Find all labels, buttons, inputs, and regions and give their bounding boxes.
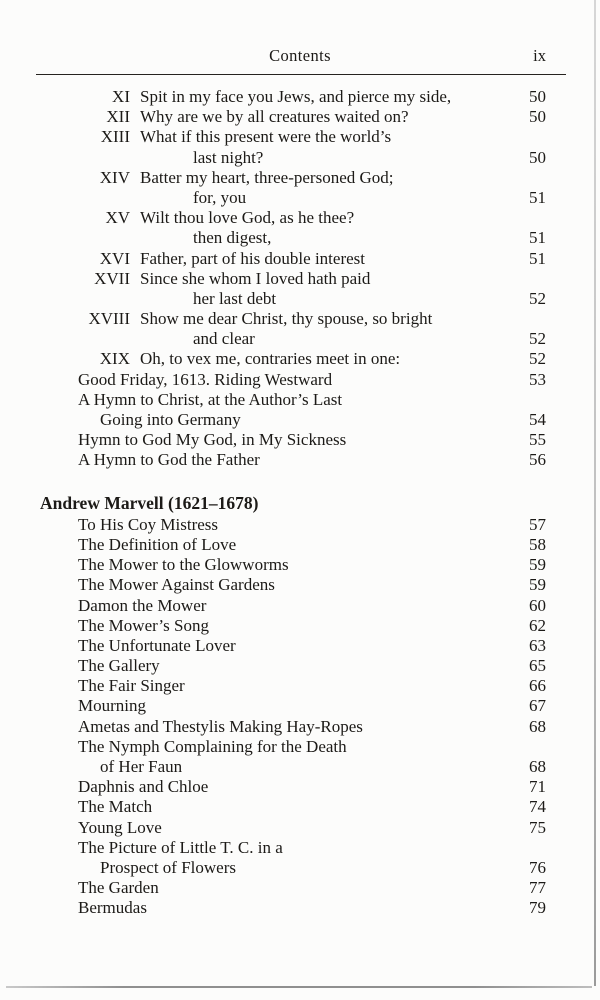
- entry-page-number: 51: [529, 248, 546, 268]
- entry-page-number: 50: [529, 107, 546, 127]
- toc-row: [40, 696, 546, 716]
- toc-row: [40, 450, 546, 470]
- entry-page-number: 52: [529, 288, 546, 308]
- sonnet-numeral: XI: [112, 87, 130, 106]
- entry-page-number: 60: [529, 595, 546, 615]
- toc-row: [40, 148, 546, 168]
- toc-row: [40, 390, 546, 410]
- entry-title: The Picture of Little T. C. in a: [78, 837, 283, 857]
- entry-page-number: 74: [529, 797, 546, 817]
- entry-page-number: 59: [529, 575, 546, 595]
- entry-page-number: 71: [529, 777, 546, 797]
- toc-row: [40, 818, 546, 838]
- toc-row: [40, 228, 546, 248]
- toc-row: [40, 87, 546, 107]
- entry-page-number: 51: [529, 228, 546, 248]
- entry-title: A Hymn to Christ, at the Author’s Last: [78, 389, 343, 409]
- entry-page-number: 79: [529, 898, 546, 918]
- entry-title: then digest,: [193, 228, 272, 248]
- entry-title: Hymn to God My God, in My Sickness: [78, 430, 347, 450]
- toc-row: [40, 797, 546, 817]
- toc-row: [40, 269, 546, 289]
- entry-page-number: 56: [529, 450, 546, 470]
- entry-title: Daphnis and Chloe: [78, 777, 209, 797]
- entry-title: The Mower Against Gardens: [78, 575, 275, 595]
- entry-title: Good Friday, 1613. Riding Westward: [78, 369, 333, 389]
- toc-row: [40, 636, 546, 656]
- entry-title: The Nymph Complaining for the Death: [78, 736, 347, 756]
- toc-row: [40, 858, 546, 878]
- entry-title: The Gallery: [78, 656, 160, 676]
- entry-title: Young Love: [78, 817, 162, 837]
- toc-row: [40, 878, 546, 898]
- entry-title: Wilt thou love God, as he thee?: [140, 208, 355, 228]
- entry-page-number: 62: [529, 615, 546, 635]
- entry-title: Why are we by all creatures waited on?: [140, 107, 409, 127]
- toc-row: [40, 249, 546, 269]
- toc-row: [40, 515, 546, 535]
- entry-title: Oh, to vex me, contraries meet in one:: [140, 349, 401, 369]
- toc-row: [40, 838, 546, 858]
- toc-row: [40, 757, 546, 777]
- entry-title: The Fair Singer: [78, 676, 185, 696]
- toc-row: [40, 329, 546, 349]
- entry-title: The Match: [78, 797, 153, 817]
- toc-row: [40, 289, 546, 309]
- entry-page-number: 66: [529, 676, 546, 696]
- entry-title: What if this present were the world’s: [140, 127, 392, 147]
- entry-title: Bermudas: [78, 898, 147, 918]
- entry-title: Prospect of Flowers: [100, 857, 236, 877]
- toc-row: [40, 898, 546, 918]
- toc-row: [40, 208, 546, 228]
- entry-page-number: 52: [529, 349, 546, 369]
- toc-row: [40, 737, 546, 757]
- entry-title: The Unfortunate Lover: [78, 635, 236, 655]
- folio-page-number: ix: [533, 46, 546, 65]
- toc-row: [40, 188, 546, 208]
- toc-row: [40, 777, 546, 797]
- sonnet-numeral: XV: [105, 208, 130, 228]
- entry-page-number: 53: [529, 369, 546, 389]
- toc-row: [40, 616, 546, 636]
- entry-page-number: 68: [529, 757, 546, 777]
- entry-page-number: 51: [529, 187, 546, 207]
- scan-edge-right: [594, 0, 596, 986]
- entry-title: To His Coy Mistress: [78, 514, 219, 534]
- toc-row: [40, 349, 546, 369]
- sonnet-numeral: XIII: [100, 127, 130, 147]
- entry-title: of Her Faun: [100, 757, 183, 777]
- toc-row: [40, 107, 546, 127]
- running-header: [0, 0, 600, 66]
- entry-page-number: 65: [529, 656, 546, 676]
- entry-title: and clear: [193, 329, 255, 349]
- sonnet-numeral: XVIII: [88, 309, 130, 329]
- entry-page-number: 57: [529, 514, 546, 534]
- entry-title: The Mower’s Song: [78, 615, 209, 635]
- entry-title: Batter my heart, three-personed God;: [140, 167, 394, 187]
- entry-page-number: 75: [529, 817, 546, 837]
- entry-page-number: 77: [529, 878, 546, 898]
- entry-title: for, you: [193, 187, 247, 207]
- entry-page-number: 68: [529, 716, 546, 736]
- toc-row: [40, 555, 546, 575]
- entry-title: Mourning: [78, 696, 146, 716]
- entry-page-number: 76: [529, 857, 546, 877]
- entry-title: Since she whom I loved hath paid: [140, 268, 371, 288]
- sonnet-numeral: XII: [106, 107, 130, 127]
- entry-title: Damon the Mower: [78, 595, 207, 615]
- toc-row: [40, 370, 546, 390]
- sonnet-numeral: XIX: [99, 349, 130, 369]
- toc-row: [40, 596, 546, 616]
- entry-title: The Garden: [78, 878, 159, 898]
- toc-body: [0, 75, 600, 919]
- toc-row: [40, 535, 546, 555]
- toc-row: [40, 127, 546, 147]
- toc-row: [40, 309, 546, 329]
- toc-row: [40, 430, 546, 450]
- entry-title: Show me dear Christ, thy spouse, so bright: [140, 309, 433, 329]
- entry-title: Going into Germany: [100, 410, 241, 429]
- entry-title: Ametas and Thestylis Making Hay-Ropes: [78, 716, 363, 736]
- entry-title: her last debt: [193, 288, 277, 308]
- entry-title: Father, part of his double interest: [140, 248, 365, 268]
- toc-row: [40, 717, 546, 737]
- entry-title: The Definition of Love: [78, 534, 237, 554]
- section-heading: Andrew Marvell (1621–1678): [40, 492, 259, 513]
- toc-row: [40, 676, 546, 696]
- entry-page-number: 63: [529, 635, 546, 655]
- entry-page-number: 50: [529, 147, 546, 167]
- toc-row: [40, 410, 546, 430]
- entry-page-number: 59: [529, 555, 546, 575]
- page-title: Contents: [269, 46, 331, 65]
- sonnet-numeral: XVII: [94, 268, 130, 288]
- scan-edge-bottom: [6, 986, 592, 988]
- entry-title: The Mower to the Glowworms: [78, 555, 289, 575]
- entry-page-number: 52: [529, 329, 546, 349]
- entry-title: Spit in my face you Jews, and pierce my side,: [140, 87, 452, 106]
- entry-page-number: 54: [529, 410, 546, 429]
- entry-page-number: 50: [529, 87, 546, 106]
- sonnet-numeral: XIV: [99, 167, 130, 187]
- toc-row: [40, 168, 546, 188]
- entry-title: A Hymn to God the Father: [78, 450, 260, 470]
- entry-page-number: 55: [529, 430, 546, 450]
- sonnet-numeral: XVI: [99, 248, 130, 268]
- entry-title: last night?: [193, 147, 264, 167]
- toc-row: [40, 656, 546, 676]
- entry-page-number: 58: [529, 534, 546, 554]
- entry-page-number: 67: [529, 696, 546, 716]
- toc-row: [40, 575, 546, 595]
